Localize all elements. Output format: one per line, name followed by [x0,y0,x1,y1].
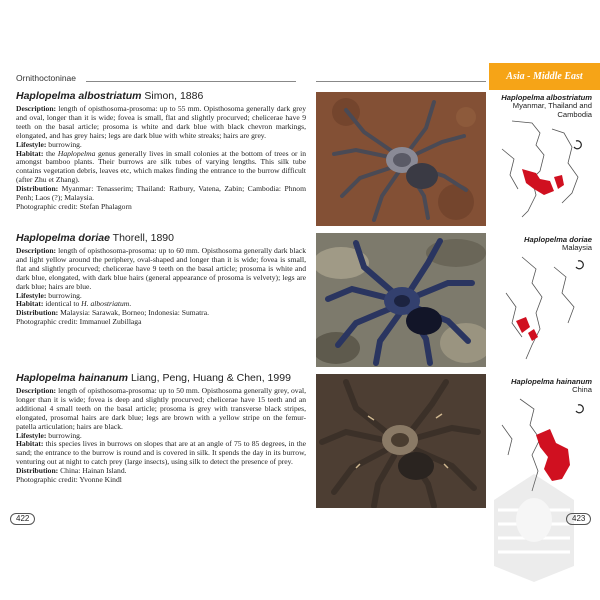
description-text: length of opisthosoma-prosoma: up to 50 mm. Opisthosoma generally grey, oval, longer than it is wide; fovea is deep and slightly procurved; chelicerae have 15 teeth and an additional 4 small teeth on the basal article; prosoma is grey with transverse black stripes, elongated, prosomal hairs are dark blue; legs are brown with a yellow stripe on the femur-patella articulation; hairs are black. [16,386,306,431]
lifestyle-text: burrowing. [46,139,82,149]
lifestyle-text: burrowing. [46,430,82,440]
distribution-map [492,253,592,363]
species-entry-doriae [16,232,306,327]
distribution-label: Distribution: [16,184,59,194]
habitat-label: Habitat: [16,439,44,449]
map-albostriatum [492,94,592,230]
photo-credit: Photographic credit: Immanuel Zubillaga [16,317,142,327]
habitat-text: the [43,148,58,158]
species-title [16,372,306,385]
header-rule-right [316,81,486,82]
map-caption [492,378,592,395]
habitat-italic: Haplopelma [57,148,96,158]
description-label: Description: [16,386,57,395]
species-entry-albostriatum [16,90,306,212]
photo-credit: Photographic credit: Yvonne Kindl [16,475,122,485]
description-label: Description: [16,246,57,255]
map-region: Malaysia [562,243,592,253]
subfamily-heading: Ornithoctoninae [16,73,77,83]
map-species-name: Haplopelma albostriatum [501,93,592,102]
lifestyle-label: Lifestyle: [16,139,47,149]
species-name: Haplopelma hainanum [16,372,129,384]
description-text: length of opisthosoma-prosoma: up to 55 mm. Opisthosoma generally dark grey and oval, longer than it is wide; fovea is small, flat and slightly procurved; chelicerae have 9 teeth on the basal article; prosoma is white and dark blue with black chevron markings, elongated, and has grey hairs; legs are dark blue with white streaks; hairs are grey. [16,104,306,140]
habitat-label: Habitat: [16,148,44,158]
distribution-map [492,119,592,219]
header-rule-left [86,81,296,82]
map-species-name: Haplopelma doriae [524,235,592,244]
map-doriae [492,236,592,372]
lifestyle-label: Lifestyle: [16,290,47,300]
lifestyle-label: Lifestyle: [16,430,47,440]
photo-credit: Photographic credit: Stefan Phalagorn [16,201,132,211]
description-text: length of opisthosoma-prosoma: up to 60 mm. Opisthosoma generally dark black and light yellow around the periphery, oval-shaped and longer than it is wide; fovea is small, flat and slightly procurved; chelicerae have 9 teeth on the basal article; prosoma is white and dark blue, elongated, with dark blue hairs (general appearance of prosoma is velvety); legs are dark blue; hairs are blue. [16,246,306,291]
photo-hainanum [316,374,486,508]
habitat-text-rest: . [129,299,132,309]
distribution-label: Distribution: [16,466,59,476]
lifestyle-text: burrowing. [46,290,82,300]
map-caption [492,236,592,253]
section-tab: Asia - Middle East [489,63,600,90]
habitat-italic: H. albostriatum [81,299,130,309]
distribution-text: China: Hainan Island. [58,466,127,476]
map-region: China [572,385,592,395]
species-entry-hainanum [16,372,306,485]
map-region: Myanmar, Thailand and Cambodia [512,101,592,119]
distribution-text: Myanmar: Tenasserim; Thailand: Ratbury, Vatena, Zabin; Cambodia: Phnom Penh; Laos (?); Malaysia. [16,184,306,203]
habitat-label: Habitat: [16,299,44,309]
species-name: Haplopelma albostriatum [16,90,142,102]
distribution-label: Distribution: [16,308,59,318]
species-author: Simon, 1886 [141,90,204,102]
species-title [16,232,306,245]
map-caption [492,94,592,119]
distribution-text: Malaysia: Sarawak, Borneo; Indonesia: Sumatra. [58,308,209,318]
watermark-logo [478,470,590,586]
page-number-left: 422 [10,513,35,525]
species-author: Liang, Peng, Huang & Chen, 1999 [128,372,291,384]
species-author: Thorell, 1890 [109,232,174,244]
habitat-text-rest: genus generally lives in small colonies at the bottom of trees or in amongst bamboo plants. Their burrows are silk tubes of varying lengths. This silk tube contains vegetation debris, leaves etc, which makes finding the entrance to the burrow difficult (after Zhu et Zhang). [16,148,307,185]
map-species-name: Haplopelma hainanum [510,377,592,386]
page-number-right: 423 [566,513,591,525]
description-label: Description: [16,104,57,113]
habitat-text: this species lives in burrows on slopes that are at an angle of 75 to 85 degrees, in the sand; the entrance to the burrow is round and is covered in silk. It spends the day in its burrow, venturing out at night to catch prey (large insects), using silk to detect the presence of prey. [16,439,306,467]
species-name: Haplopelma doriae [16,232,110,244]
species-title [16,90,306,103]
photo-doriae [316,233,486,367]
photo-albostriatum [316,92,486,226]
habitat-text: identical to [43,299,82,309]
